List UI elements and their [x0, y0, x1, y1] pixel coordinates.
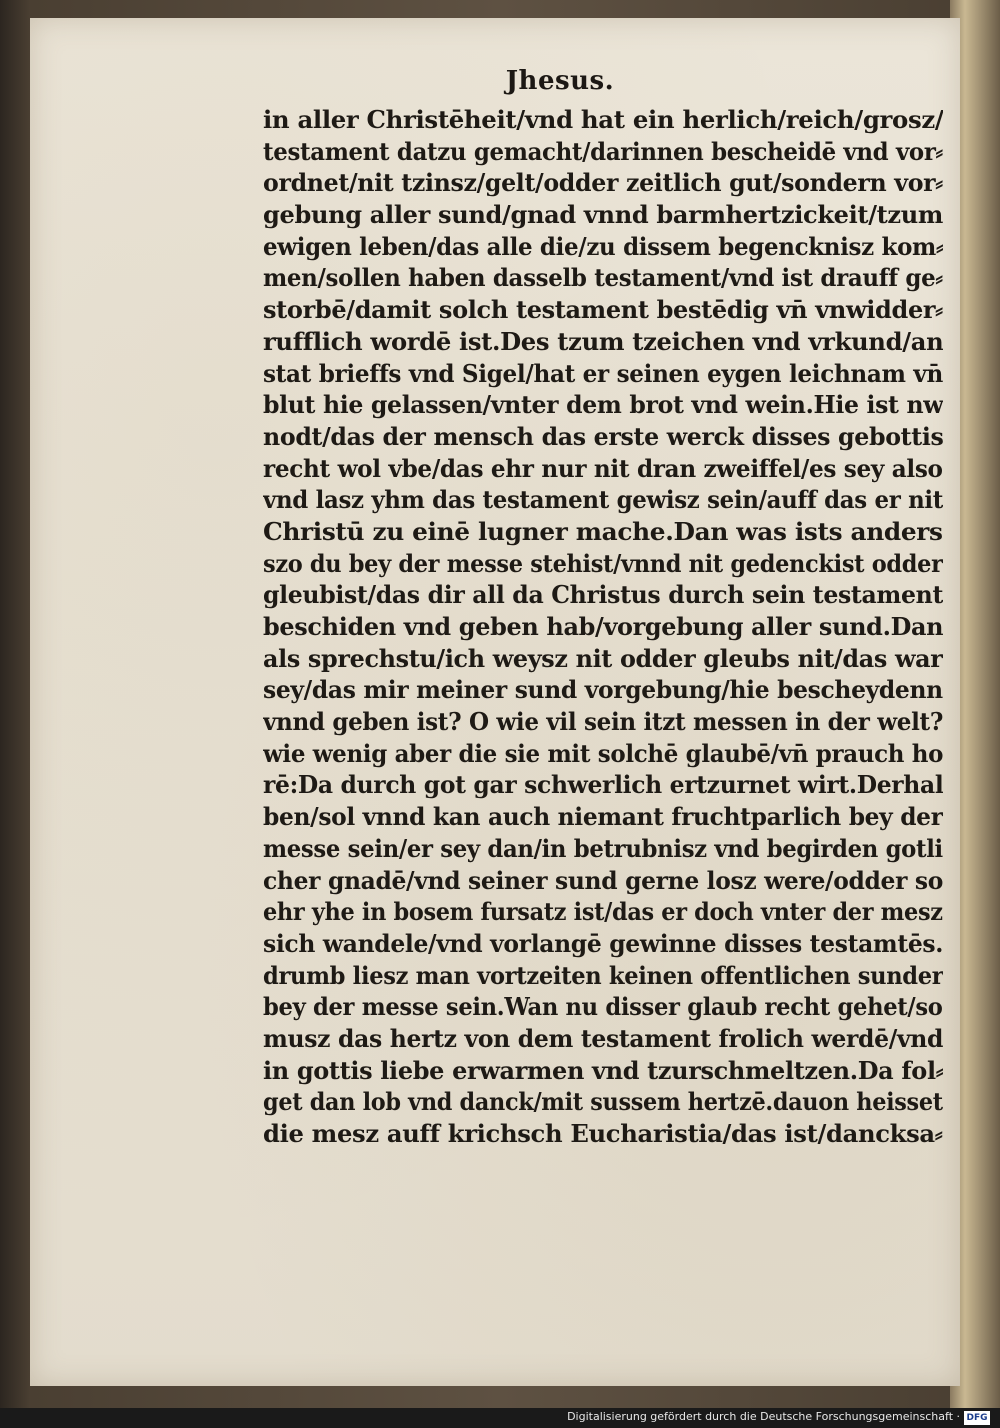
text-line: messe sein/er sey dan/in betrubnisz vnd begirden gotli	[263, 833, 943, 863]
text-line: cher gnadē/vnd seiner sund gerne losz were/odder so	[263, 865, 943, 895]
text-line: szo du bey der messe stehist/vnnd nit gedenckist odder	[263, 548, 943, 578]
text-line: gebung aller sund/gnad vnnd barmhertzickeit/tzum	[263, 200, 943, 230]
text-line: die mesz auff krichsch Eucharistia/das ist/dancksa⸗	[263, 1119, 943, 1148]
text-line: ehr yhe in bosem fursatz ist/das er doch vnter der mesz	[263, 897, 943, 927]
text-line: ordnet/nit tzinsz/gelt/odder zeitlich gut/sondern vor⸗	[263, 168, 943, 198]
text-line: in gottis liebe erwarmen vnd tzurschmeltzen.Da fol⸗	[263, 1055, 943, 1085]
text-line: rufflich wordē ist.Des tzum tzeichen vnd vrkund/an	[263, 326, 943, 356]
text-line: beschiden vnd geben hab/vorgebung aller sund.Dan	[263, 612, 943, 641]
text-line: storbē/damit solch testament bestēdig vn̄ vnwidder⸗	[263, 295, 943, 325]
text-line: als sprechstu/ich weysz nit odder gleubs nit/das war	[263, 643, 943, 673]
text-line: blut hie gelassen/vnter dem brot vnd wein.Hie ist nw	[263, 390, 943, 420]
running-head: Jhesus.	[505, 66, 615, 96]
text-line: Christū zu einē lugner mache.Dan was ists anders	[263, 516, 943, 546]
text-line: musz das hertz von dem testament frolich werdē/vnd	[263, 1023, 943, 1053]
text-line: vnnd geben ist? O wie vil sein itzt messen in der welt?	[263, 707, 943, 737]
text-line: ewigen leben/das alle die/zu dissem begencknisz kom⸗	[263, 231, 943, 261]
text-line: wie wenig aber die sie mit solchē glaubē/vn̄ prauch ho	[263, 738, 943, 768]
text-line: gleubist/das dir all da Christus durch sein testament	[263, 580, 943, 610]
text-line: testament datzu gemacht/darinnen bescheidē vnd vor⸗	[263, 136, 943, 166]
text-line: bey der messe sein.Wan nu disser glaub recht gehet/so	[263, 992, 943, 1022]
dfg-logo: DFG	[964, 1411, 990, 1425]
text-line: sich wandele/vnd vorlangē gewinne disses testamtēs.	[263, 928, 943, 958]
text-line: nodt/das der mensch das erste werck disses gebottis	[263, 421, 943, 451]
text-line: ben/sol vnnd kan auch niemant fruchtparlich bey der	[263, 802, 943, 832]
text-line: stat brieffs vnd Sigel/hat er seinen eygen leichnam vn̄	[263, 358, 943, 388]
text-line: drumb liesz man vortzeiten keinen offentlichen sunder	[263, 960, 943, 990]
text-line: in aller Christēheit/vnd hat ein herlich/reich/grosz/	[263, 105, 943, 134]
text-line: get dan lob vnd danck/mit sussem hertzē.dauon heisset	[263, 1087, 943, 1117]
text-line: men/sollen haben dasselb testament/vnd ist drauff ge⸗	[263, 263, 943, 293]
digitization-credit: Digitalisierung gefördert durch die Deutsche Forschungsgemeinschaft ·	[567, 1410, 960, 1423]
scanned-page	[30, 18, 960, 1386]
text-line: vnd lasz yhm das testament gewisz sein/auff das er nit	[263, 485, 943, 515]
text-line: rē:Da durch got gar schwerlich ertzurnet wirt.Derhal	[263, 770, 943, 800]
text-line: recht wol vbe/das ehr nur nit dran zweiffel/es sey also	[263, 453, 943, 483]
text-block	[263, 104, 943, 1150]
text-line: sey/das mir meiner sund vorgebung/hie bescheydenn	[263, 675, 943, 705]
